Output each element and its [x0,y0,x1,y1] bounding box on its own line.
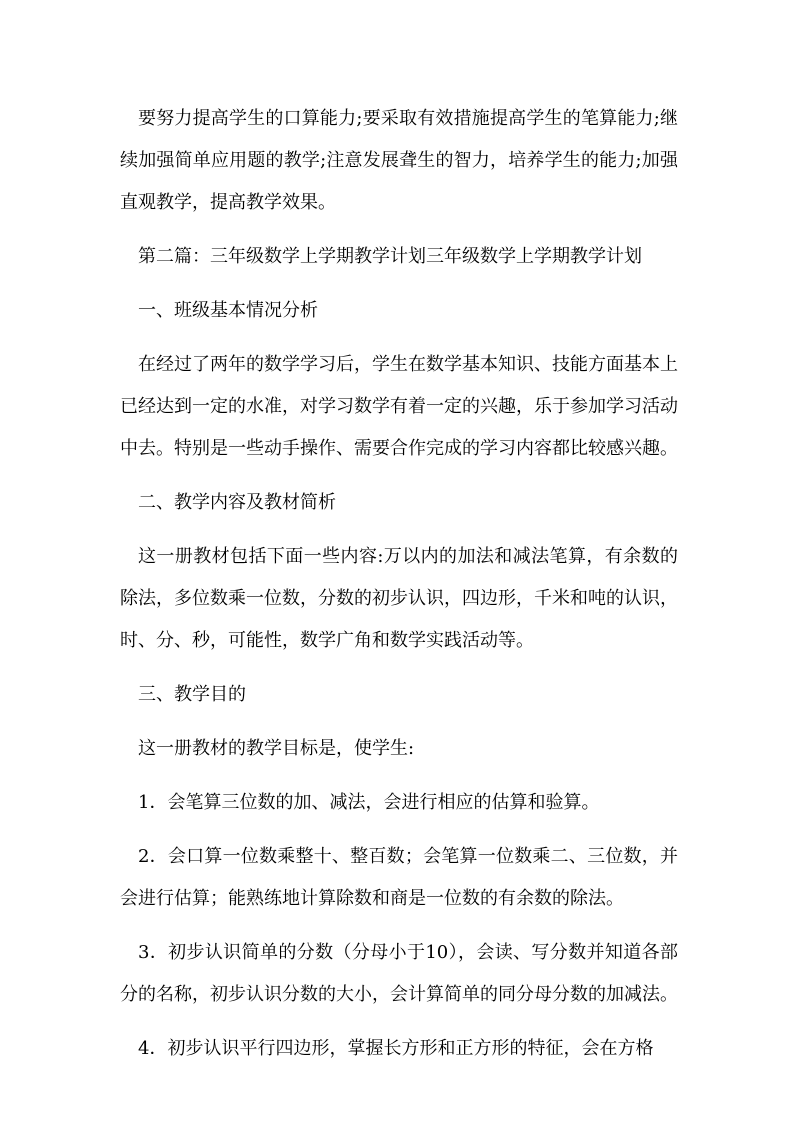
section-heading-teaching-goals: 三、教学目的 [138,684,246,705]
list-item-goal-1: 1．会笔算三位数的加、减法，会进行相应的估算和验算。 [138,792,600,813]
list-item-goal-2: 2．会口算一位数乘整十、整百数；会笔算一位数乘二、三位数，并会进行估算；能熟练地计算除数和商是一位数的有余数的除法。 [120,846,678,909]
paragraph-content-analysis: 这一册教材包括下面一些内容:万以内的加法和减法笔算，有余数的除法，多位数乘一位数，分数的初步认识，四边形，千米和吨的认识，时、分、秒，可能性，数学广角和数学实践活动等。 [120,546,678,651]
section-heading-content-analysis: 二、教学内容及教材简析 [138,492,336,513]
section-heading-class-analysis: 一、班级基本情况分析 [138,300,318,321]
document-body [120,98,678,1070]
paragraph-goals-intro: 这一册教材的教学目标是，使学生: [138,738,415,759]
paragraph-class-analysis: 在经过了两年的数学学习后，学生在数学基本知识、技能方面基本上已经达到一定的水准，对学习数学有着一定的兴趣，乐于参加学习活动中去。特别是一些动手操作、需要合作完成的学习内容都比较感兴趣。 [120,354,678,459]
list-item-goal-3: 3．初步认识简单的分数（分母小于10），会读、写分数并知道各部分的名称，初步认识分数的大小，会计算简单的同分母分数的加减法。 [120,942,678,1005]
paragraph-article-title: 第二篇：三年级数学上学期教学计划三年级数学上学期教学计划 [138,246,642,267]
paragraph-intro-goals: 要努力提高学生的口算能力;要采取有效措施提高学生的笔算能力;继续加强简单应用题的教学;注意发展聋生的智力，培养学生的能力;加强直观教学，提高教学效果。 [120,108,678,213]
list-item-goal-4: 4．初步认识平行四边形，掌握长方形和正方形的特征，会在方格 [138,1038,654,1059]
